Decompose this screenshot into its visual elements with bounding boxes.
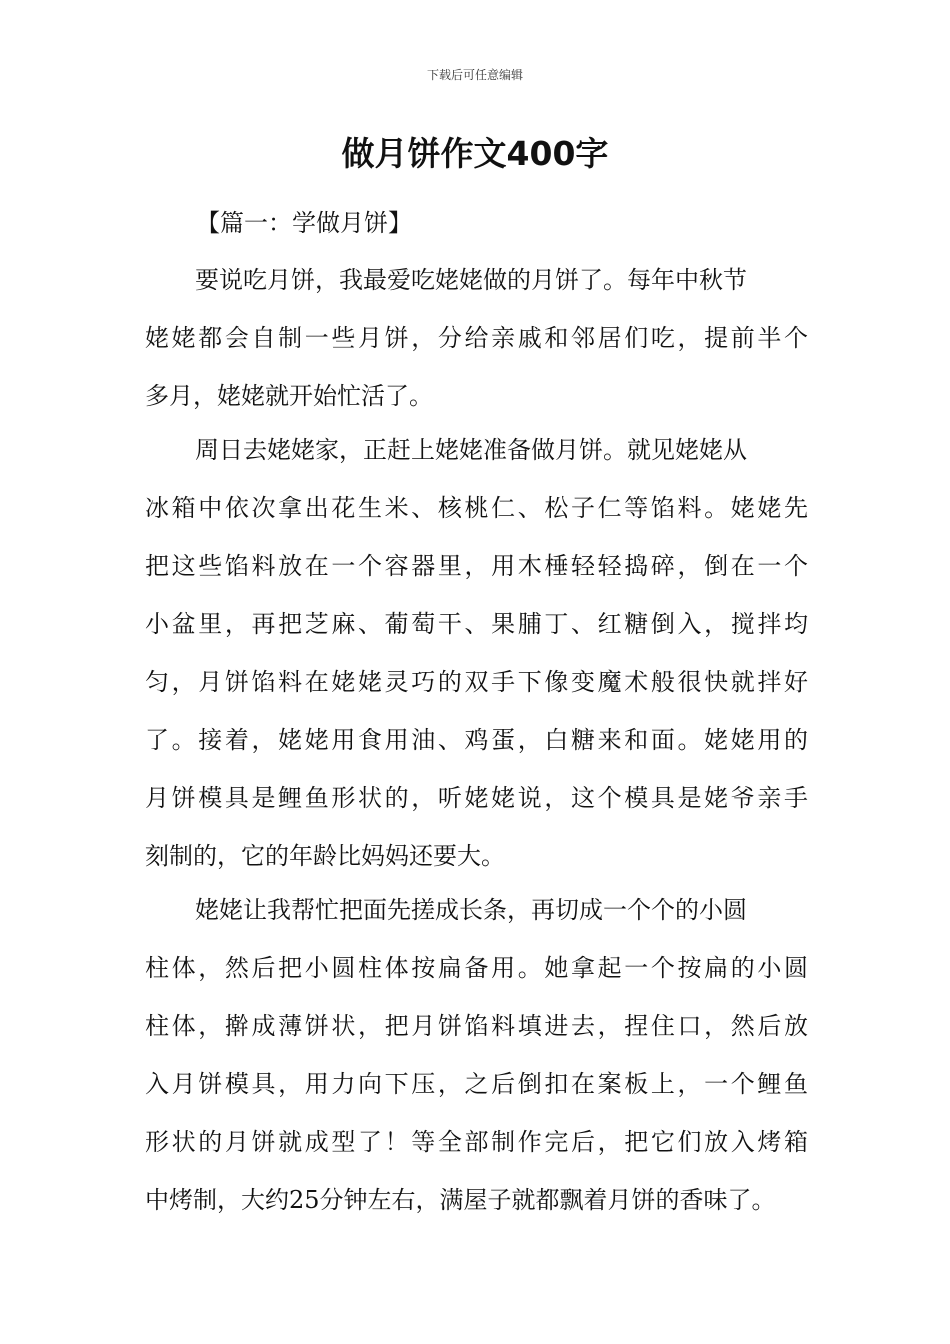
text-line: 月 饼 模 具 是 鲤 鱼 形 状 的 ， 听 姥 姥 说 ， 这 个 模 具 是 姥 爷 亲 手 [145, 784, 808, 812]
text-line: 入 月 饼 模 具 ， 用 力 向 下 压 ， 之 后 倒 扣 在 案 板 上 ， 一 个 鲤 鱼 [145, 1070, 808, 1098]
text-line: 姥 姥 都 会 自 制 一 些 月 饼 ， 分 给 亲 戚 和 邻 居 们 吃 ， 提 前 半 个 [145, 324, 808, 352]
section-heading: 【篇一：学做月饼】 [196, 209, 412, 237]
page-title: 做月饼作文400字 [341, 134, 609, 173]
text-line: 要说吃月饼，我最爱吃姥姥做的月饼了。每年中秋节 [195, 266, 747, 294]
paragraph-1 [145, 262, 808, 436]
paragraph-3 [145, 892, 808, 1240]
text-line: 小 盆 里 ， 再 把 芝 麻 、 葡 萄 干 、 果 脯 丁 、 红 糖 倒 入 ， 搅 拌 均 [145, 610, 808, 638]
paragraph-2 [145, 432, 808, 896]
text-line: 姥姥让我帮忙把面先搓成长条，再切成一个个的小圆 [195, 896, 747, 924]
text-line: 冰 箱 中 依 次 拿 出 花 生 米 、 核 桃 仁 、 松 子 仁 等 馅 料 。 姥 姥 先 [145, 494, 808, 522]
text-line: 形 状 的 月 饼 就 成 型 了 ！ 等 全 部 制 作 完 后 ， 把 它 们 放 入 烤 箱 [145, 1128, 808, 1156]
text-line: 柱 体 ， 擀 成 薄 饼 状 ， 把 月 饼 馅 料 填 进 去 ， 捏 住 口 ， 然 后 放 [145, 1012, 808, 1040]
text-line: 周日去姥姥家，正赶上姥姥准备做月饼。就见姥姥从 [195, 436, 747, 464]
text-line: 把 这 些 馅 料 放 在 一 个 容 器 里 ， 用 木 棰 轻 轻 捣 碎 ， 倒 在 一 个 [145, 552, 808, 580]
text-line: 柱 体 ， 然 后 把 小 圆 柱 体 按 扁 备 用 。 她 拿 起 一 个 按 扁 的 小 圆 [145, 954, 808, 982]
text-line: 多月，姥姥就开始忙活了。 [145, 382, 433, 410]
text-line: 匀 ， 月 饼 馅 料 在 姥 姥 灵 巧 的 双 手 下 像 变 魔 术 般 很 快 就 拌 好 [145, 668, 808, 696]
text-line: 中烤制，大约25分钟左右，满屋子就都飘着月饼的香味了。 [145, 1186, 776, 1214]
header-note: 下载后可任意编辑 [426, 68, 523, 82]
text-line: 了 。 接 着 ， 姥 姥 用 食 用 油 、 鸡 蛋 ， 白 糖 来 和 面 。 姥 姥 用 的 [145, 726, 808, 754]
text-line: 刻制的，它的年龄比妈妈还要大。 [145, 842, 505, 870]
